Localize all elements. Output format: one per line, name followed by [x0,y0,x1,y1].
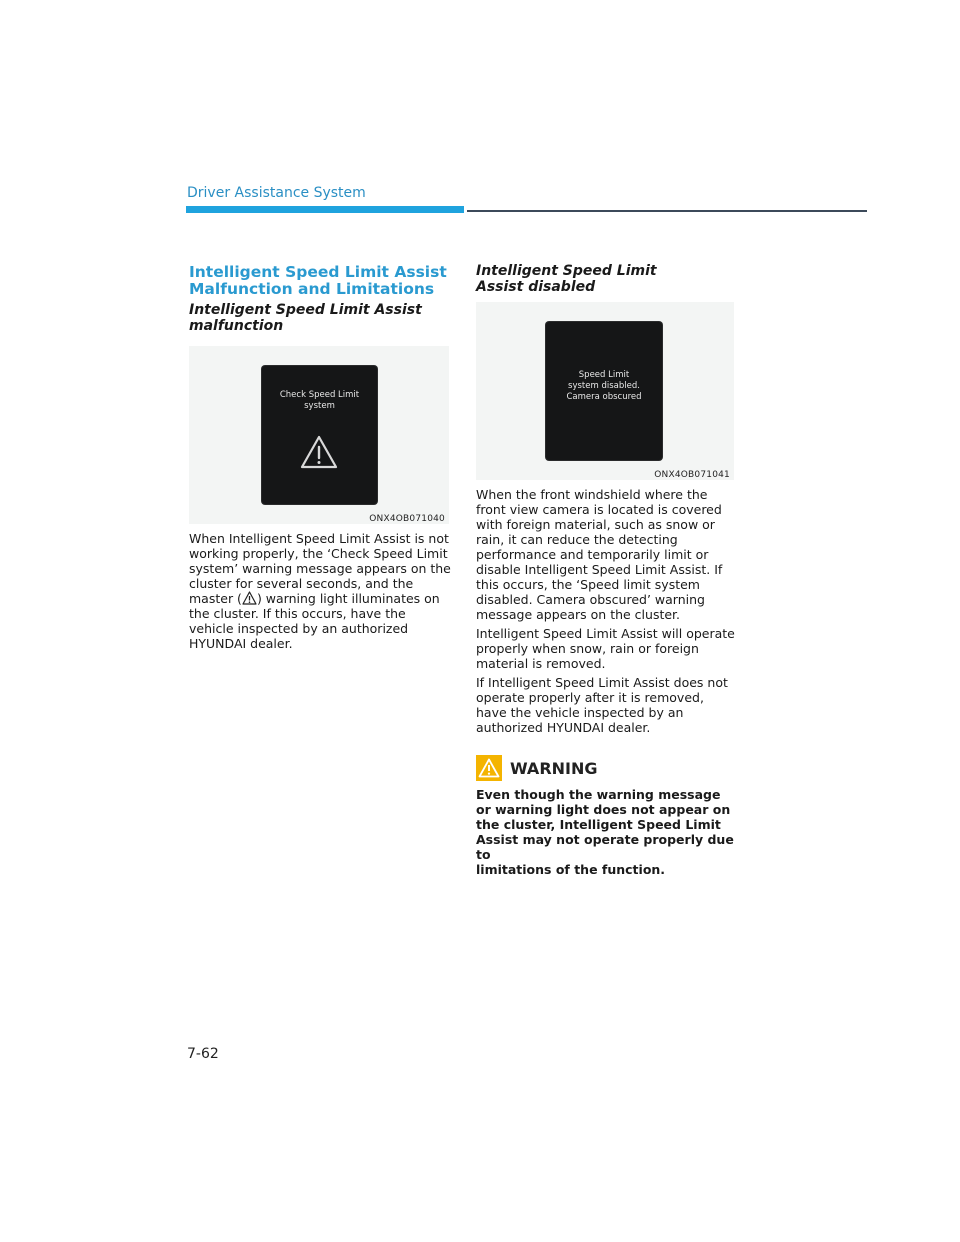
master-warning-icon [242,591,257,605]
figure-code: ONX4OB071041 [654,470,730,480]
page-number: 7-62 [187,1046,219,1062]
left-column [189,264,451,651]
warning-title: WARNING [510,758,598,778]
cluster-message: Check Speed Limit system [279,390,360,411]
figure-malfunction [189,346,449,524]
warning-heading [476,755,738,781]
warning-triangle-icon [476,755,502,781]
subsection-title-disabled: Intelligent Speed Limit Assist disabled [476,263,657,295]
figure-code: ONX4OB071040 [369,514,445,524]
header-rule [467,210,867,212]
warning-triangle-icon [299,434,339,470]
paragraph-text-end: ) warning light illuminates on the cluster. If this occurs, have the vehicle inspected by an authorized HYUNDAI dealer. [189,591,440,651]
paragraph-text-start: When Intelligent Speed Limit Assist is not working properly, the ‘Check Speed Limit system’ warning message appears on the cluster for several seconds, and the master ( [189,531,451,606]
paragraph: When the front windshield where the front view camera is located is covered with foreign material, such as snow or rain, it can reduce the detecting performance and temporarily limit or disable Intelligent Speed Limit Assist. If this occurs, the ‘Speed limit system disabled. Camera obscured’ warning message appears on the cluster. [476,487,723,622]
cluster-screen [546,322,662,460]
cluster-message: Speed Limit system disabled. Camera obscured [566,370,642,402]
malfunction-paragraph [189,531,451,651]
cluster-screen [262,366,377,504]
header-rule-accent [186,206,464,213]
right-column [476,264,738,877]
running-header: Driver Assistance System [187,185,366,201]
section-title: Intelligent Speed Limit Assist Malfunction and Limitations [189,263,447,298]
paragraph: If Intelligent Speed Limit Assist does not operate properly after it is removed, have the vehicle inspected by an authorized HYUNDAI dealer. [476,675,728,735]
figure-disabled [476,302,734,480]
paragraph: Intelligent Speed Limit Assist will operate properly when snow, rain or foreign material is removed. [476,626,735,671]
disabled-paragraphs [476,487,738,735]
warning-text: Even though the warning message or warning light does not appear on the cluster, Intelligent Speed Limit Assist may not operate properly due to limitations of the function. [476,787,734,877]
subsection-title-malfunction: Intelligent Speed Limit Assist malfunction [189,302,422,334]
